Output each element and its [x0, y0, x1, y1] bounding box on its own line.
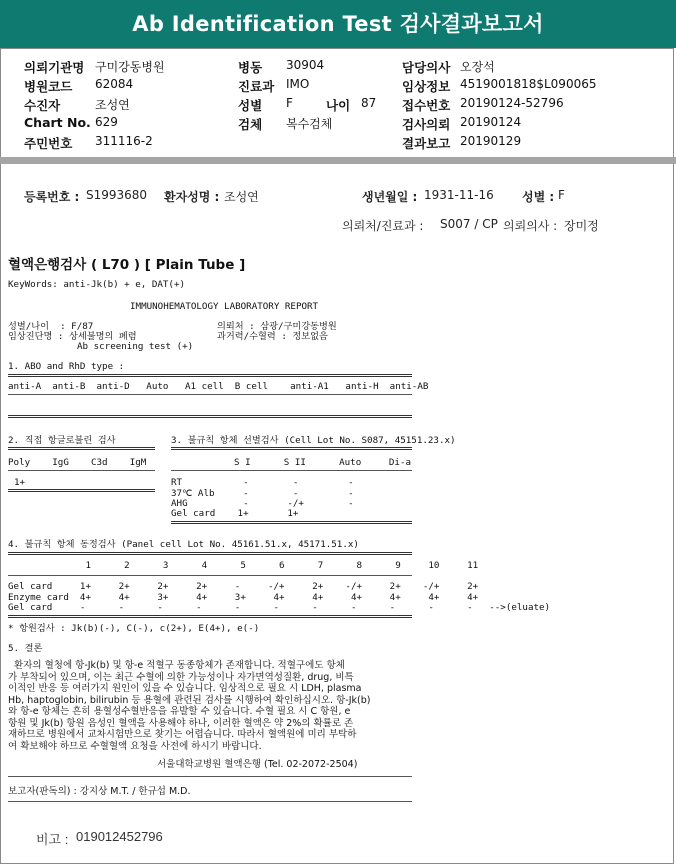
result-report-value: 20190129 [460, 134, 522, 148]
registration-label: 등록번호 : [24, 190, 80, 204]
test-heading: 혈액은행검사 ( L70 ) [ Plain Tube ] [8, 257, 246, 273]
requesting-institution-label: 의뢰기관명 [24, 60, 85, 75]
divider [8, 776, 412, 777]
attending-doctor-label: 담당의사 [402, 60, 451, 75]
clinical-info-label: 임상정보 [402, 79, 451, 94]
screening-row-values: - - - [232, 488, 354, 499]
header-separator [0, 157, 676, 164]
divider [8, 447, 155, 450]
referral-dept-label: 의뢰처/진료과 : [342, 219, 424, 233]
test-request-value: 20190124 [460, 115, 522, 129]
chart-number-value: 629 [95, 115, 118, 129]
panel-header: 1 2 3 4 5 6 7 8 9 10 11 [8, 560, 479, 571]
section-screening: 3. 불규칙 항체 선별검사 (Cell Lot No. S087, 45151.23.x) [171, 435, 456, 446]
divider [8, 615, 412, 618]
patient-name-label: 환자성명 : [164, 190, 220, 204]
examinee-value: 조성연 [95, 98, 130, 112]
test-request-label: 검사의뢰 [402, 117, 451, 132]
abo-header: anti-A anti-B anti-D Auto A1 cell B cell anti-A1 anti-H anti-AB [8, 381, 429, 392]
result-report-label: 결과보고 [402, 136, 451, 151]
remarks-value: 019012452796 [76, 829, 163, 844]
dob-label: 생년월일 : [362, 190, 418, 204]
divider [8, 415, 412, 418]
ward-value: 30904 [286, 58, 325, 72]
department-value: IMO [286, 77, 310, 91]
receipt-number-label: 접수번호 [402, 98, 451, 113]
patient-sex-value: F [558, 188, 565, 202]
divider [8, 575, 412, 576]
screening-header: S I S II Auto Di-a [234, 457, 412, 468]
referral-dept-value: S007 / CP [440, 217, 498, 231]
requesting-institution-value: 구미강동병원 [95, 60, 165, 74]
antigen-test: * 항원검사 : Jk(b)(-), C(-), c(2+), E(4+), e(-) [8, 623, 260, 634]
specimen-label: 검체 [238, 117, 263, 132]
patient-sex-label: 성별 : [522, 190, 555, 204]
lab-report-title: IMMUNOHEMATOLOGY LABORATORY REPORT [130, 301, 319, 312]
info-history: 과거력/수혈력 : 정보없음 [217, 331, 328, 342]
hospital-code-value: 62084 [95, 77, 134, 91]
screening-row-values: 1+ 1+ [232, 508, 299, 519]
department-label: 진료과 [238, 79, 275, 94]
screening-row-label: Gel card [171, 508, 216, 519]
conclusion-line: 이적인 반응 등 여러가지 원인이 있을 수 있습니다. 임상적으로 필요 시 LDH, plasma [8, 683, 362, 694]
conclusion-line: 항원 및 Jk(b) 항원 음성인 혈액을 사용해야 하나, 이러한 혈액은 약 2%의 확률로 존 [8, 718, 354, 729]
report-title: Ab Identification Test 검사결과보고서 [0, 0, 676, 48]
divider [8, 374, 412, 377]
resident-number-value: 311116-2 [95, 134, 153, 148]
attending-doctor-value: 오장석 [460, 60, 495, 74]
divider [8, 489, 155, 492]
conclusion-line: 가 부착되어 있으며, 이는 최근 수혈에 의한 가능성이나 자가면역성질환, drug, 비특 [8, 672, 354, 683]
panel-row: Enzyme card 4+ 4+ 3+ 4+ 3+ 4+ 4+ 4+ 4+ 4+ 4+ [8, 592, 479, 603]
conclusion-line: 재하므로 병원에서 교차시험만으로 찾기는 어렵습니다. 따라서 혈액원에 미리 부탁하 [8, 729, 357, 740]
section-dat: 2. 직접 항글로불린 검사 [8, 435, 116, 446]
divider [171, 470, 412, 471]
section-conclusion: 5. 결론 [8, 643, 43, 654]
hospital-code-label: 병원코드 [24, 79, 73, 94]
dob-value: 1931-11-16 [424, 188, 494, 202]
screening-row-label: RT [171, 477, 183, 488]
screening-row-values: - - - [232, 477, 354, 488]
conclusion-line: Hb, haptoglobin, bilirubin 등 용혈에 관련된 검사를 시행하여 확인하십시오. 항-Jk(b) [8, 695, 371, 706]
hospital-contact: 서울대학교병원 혈액은행 (Tel. 02-2072-2504) [157, 759, 358, 770]
clinical-info-value: 4519001818$L090065 [460, 77, 597, 91]
section-abo: 1. ABO and RhD type : [8, 361, 125, 372]
conclusion-line: 와 항-e 항체는 흔히 용혈성수혈반응을 유발할 수 있습니다. 수혈 필요 시 C 항원, e [8, 706, 351, 717]
screening-row-values: - -/+ - [232, 498, 354, 509]
resident-number-label: 주민번호 [24, 136, 73, 151]
divider [8, 394, 412, 395]
divider [171, 521, 412, 524]
info-sex-age: 성별/나이 : F/87 [8, 321, 94, 332]
panel-row: Gel card 1+ 2+ 2+ 2+ - -/+ 2+ -/+ 2+ -/+ 2+ [8, 581, 479, 592]
receipt-number-value: 20190124-52796 [460, 96, 564, 110]
reporter: 보고자(판독의) : 강지상 M.T. / 한규섭 M.D. [8, 786, 191, 797]
registration-value: S1993680 [86, 188, 148, 202]
screening-row-label: AHG [171, 498, 188, 509]
examinee-label: 수진자 [24, 98, 61, 113]
panel-row: Gel card - - - - - - - - - - - -->(eluate) [8, 602, 551, 613]
conclusion-line: 환자의 혈청에 항-Jk(b) 및 항-e 적혈구 동종항체가 존재합니다. 적혈구에도 항체 [8, 660, 345, 671]
divider [8, 552, 412, 555]
conclusion-line: 여 확보해야 하므로 수혈혈액 요청을 사전에 하시기 바랍니다. [8, 741, 262, 752]
dat-header: Poly IgG C3d IgM [8, 457, 147, 468]
age-value: 87 [361, 96, 377, 110]
keywords: KeyWords: anti-Jk(b) + e, DAT(+) [8, 279, 186, 290]
info-referral: 의뢰처 : 삼광/구미강동병원 [217, 321, 337, 332]
screening-row-label: 37℃ Alb [171, 488, 215, 499]
specimen-value: 복수검체 [286, 117, 333, 131]
info-screening: Ab screening test (+) [77, 341, 194, 352]
divider [8, 470, 155, 471]
section-panel: 4. 불규칙 항체 동정검사 (Panel cell Lot No. 45161.51.x, 45171.51.x) [8, 539, 359, 550]
dat-values: 1+ [14, 477, 26, 488]
info-diagnosis: 임상진단명 : 상세불명의 폐렴 [8, 331, 137, 342]
patient-name-value: 조성연 [224, 190, 259, 204]
sex-label: 성별 [238, 98, 263, 113]
referral-doctor-value: 장미정 [564, 219, 599, 233]
divider [171, 447, 412, 450]
referral-doctor-label: 의뢰의사 : [503, 219, 558, 233]
ward-label: 병동 [238, 60, 263, 75]
chart-number-label: Chart No. [24, 115, 91, 130]
remarks-label: 비고 : [36, 832, 69, 847]
divider [8, 801, 412, 802]
sex-value: F [286, 96, 293, 110]
age-label: 나이 [326, 98, 351, 113]
